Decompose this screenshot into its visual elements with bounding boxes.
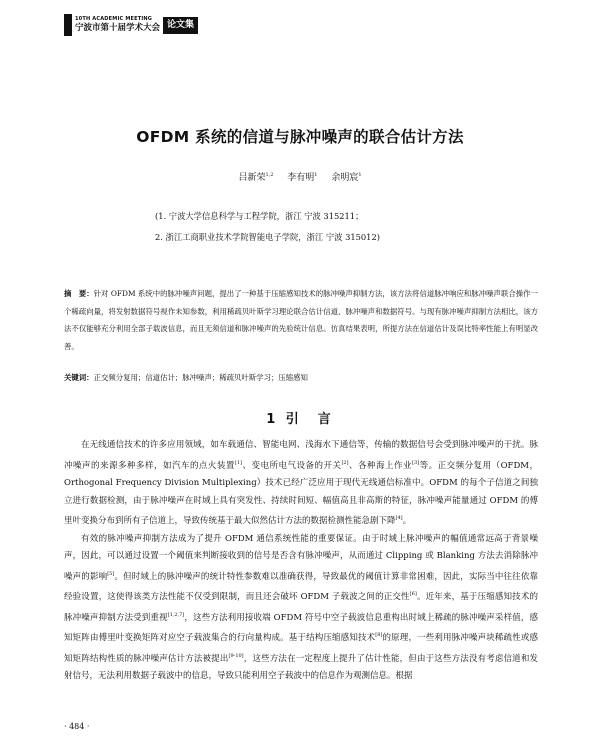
citation-ref: [3] [412, 459, 420, 466]
body-paragraph [64, 437, 538, 531]
citation-ref: [5] [107, 570, 115, 577]
author-name: 李有明 [287, 173, 315, 183]
header-proceedings-tag: 论文集 [163, 17, 198, 34]
header-text [75, 17, 160, 33]
author-affiliation-mark: 1,2 [265, 172, 274, 178]
affiliations [155, 206, 380, 248]
paragraph-text: 。但时域上的脉冲噪声的统计特性参数难以准确获得，导致最优的阈值计算非常困难，因此，实际当中往往依靠经验设置，这使得该类方法性能不仅受到限制，而且还会破坏 OFDM 子载波之间的正交性 [64, 571, 538, 603]
paper-title: OFDM 系统的信道与脉冲噪声的联合估计方法 [136, 128, 464, 146]
paragraph-text: ，这些方法在一定程度上提升了估计性能，但由于这些方法没有考虑信道和发射信号，无法利用数据子载波中的信息，导致只能利用空子载波中的信息作为观测信息。根据 [64, 653, 538, 681]
abstract [64, 285, 538, 355]
body-text [64, 437, 538, 686]
header-english-line: 10TH ACADEMIC MEETING [75, 16, 153, 23]
paragraph-text: 。近年来，基于压缩感知技术的脉冲噪声抑制方法受到重视 [64, 592, 538, 623]
affiliation-line: 2. 浙江工商职业技术学院智能电子学院，浙江 宁波 315012) [155, 232, 380, 242]
paragraph-text: 有效的脉冲噪声抑制方法成为了提升 OFDM 通信系统性能的重要保证。由于时域上脉冲噪声的幅值通常远高于背景噪声，因此，可以通过设置一个阈值来判断接收到的信号是否含有脉冲噪声，从而通过 Clipping 或 Blanking 方法去消除脉冲噪声的影响 [64, 533, 538, 582]
citation-ref: [1,2,7] [167, 611, 185, 618]
keywords [64, 372, 538, 384]
affiliation-line: (1. 宁波大学信息科学与工程学院，浙江 宁波 315211； [155, 211, 364, 221]
citation-ref: [9-10] [228, 652, 244, 659]
citation-ref: [4] [395, 515, 403, 522]
author-affiliation-mark: 1 [358, 172, 362, 178]
abstract-label: 摘 要： [64, 289, 94, 298]
paragraph-text: 等。正交频分复用（OFDM，Orthogonal Frequency Division Multiplexing）技术已经广泛应用于现代无线通信标准中。OFDM 的每个子信道之间独立进行数据检测，由于脉冲噪声在时域上具有突发性、持续时间短、幅值高且非高斯的特征，脉冲噪声能量通过 OFDM 的傅里叶变换分布到所有子信道上，导致传统基于最大似然估计方法的数据检测性能急剧下降 [64, 460, 538, 527]
author-name: 吕新荣 [238, 173, 266, 183]
citation-ref: [8] [375, 632, 383, 639]
section-heading [0, 408, 600, 427]
conference-header [64, 14, 198, 36]
author-affiliation-mark: 1 [314, 172, 318, 178]
citation-ref: [6] [409, 591, 417, 598]
citation-ref: [1] [234, 459, 243, 466]
body-paragraph [64, 531, 538, 686]
paragraph-text: 、各种海上作业 [348, 460, 413, 471]
abstract-text: 针对 OFDM 系统中的脉冲噪声问题，提出了一种基于压缩感知技术的脉冲噪声抑制方法，该方法将信道脉冲响应和脉冲噪声联合操作一个稀疏向量，将发射数据符号视作未知参数，利用稀疏贝叶斯学习理论联合估计信道、脉冲噪声和数据符号。与现有脉冲噪声抑制方法相比，该方法不仅能够充分利用全部子载波信息，而且无须信道和脉冲噪声的先验统计信息。仿真结果表明，所提方法在信道估计及误比特率性能上有明显改善。 [64, 289, 538, 351]
paragraph-text: 的原理，一些利用脉冲噪声块稀疏性或感知矩阵结构性质的脉冲噪声估计方法被提出 [64, 632, 538, 664]
keywords-text: 正交频分复用；信道估计；脉冲噪声；稀疏贝叶斯学习；压缩感知 [93, 373, 308, 382]
author-list [0, 170, 600, 183]
paragraph-text: 在无线通信技术的许多应用领域，如车载通信、智能电网、浅海水下通信等，传输的数据信号会受到脉冲噪声的干扰。脉冲噪声的来源多种多样，如汽车的点火装置 [64, 440, 538, 471]
header-chinese-line: 宁波市第十届学术大会 [75, 23, 161, 34]
citation-ref: [2] [341, 459, 349, 466]
paragraph-text: ，这些方法利用接收端 OFDM 符号中空子载波信息重构出时域上稀疏的脉冲噪声采样值，感知矩阵由傅里叶变换矩阵对应空子载波集合的行向量构成。基于结构压缩感知技术 [64, 612, 538, 643]
keywords-label: 关键词： [64, 373, 94, 382]
page-number: · 484 · [64, 722, 90, 731]
paragraph-text: 、变电所电气设备的开关 [242, 460, 342, 471]
section-title: 引 言 [285, 412, 334, 427]
paragraph-text: 。 [402, 516, 412, 527]
author-name: 余明宸 [331, 173, 359, 183]
section-number: 1 [266, 412, 279, 427]
header-logo-bar [64, 14, 72, 36]
